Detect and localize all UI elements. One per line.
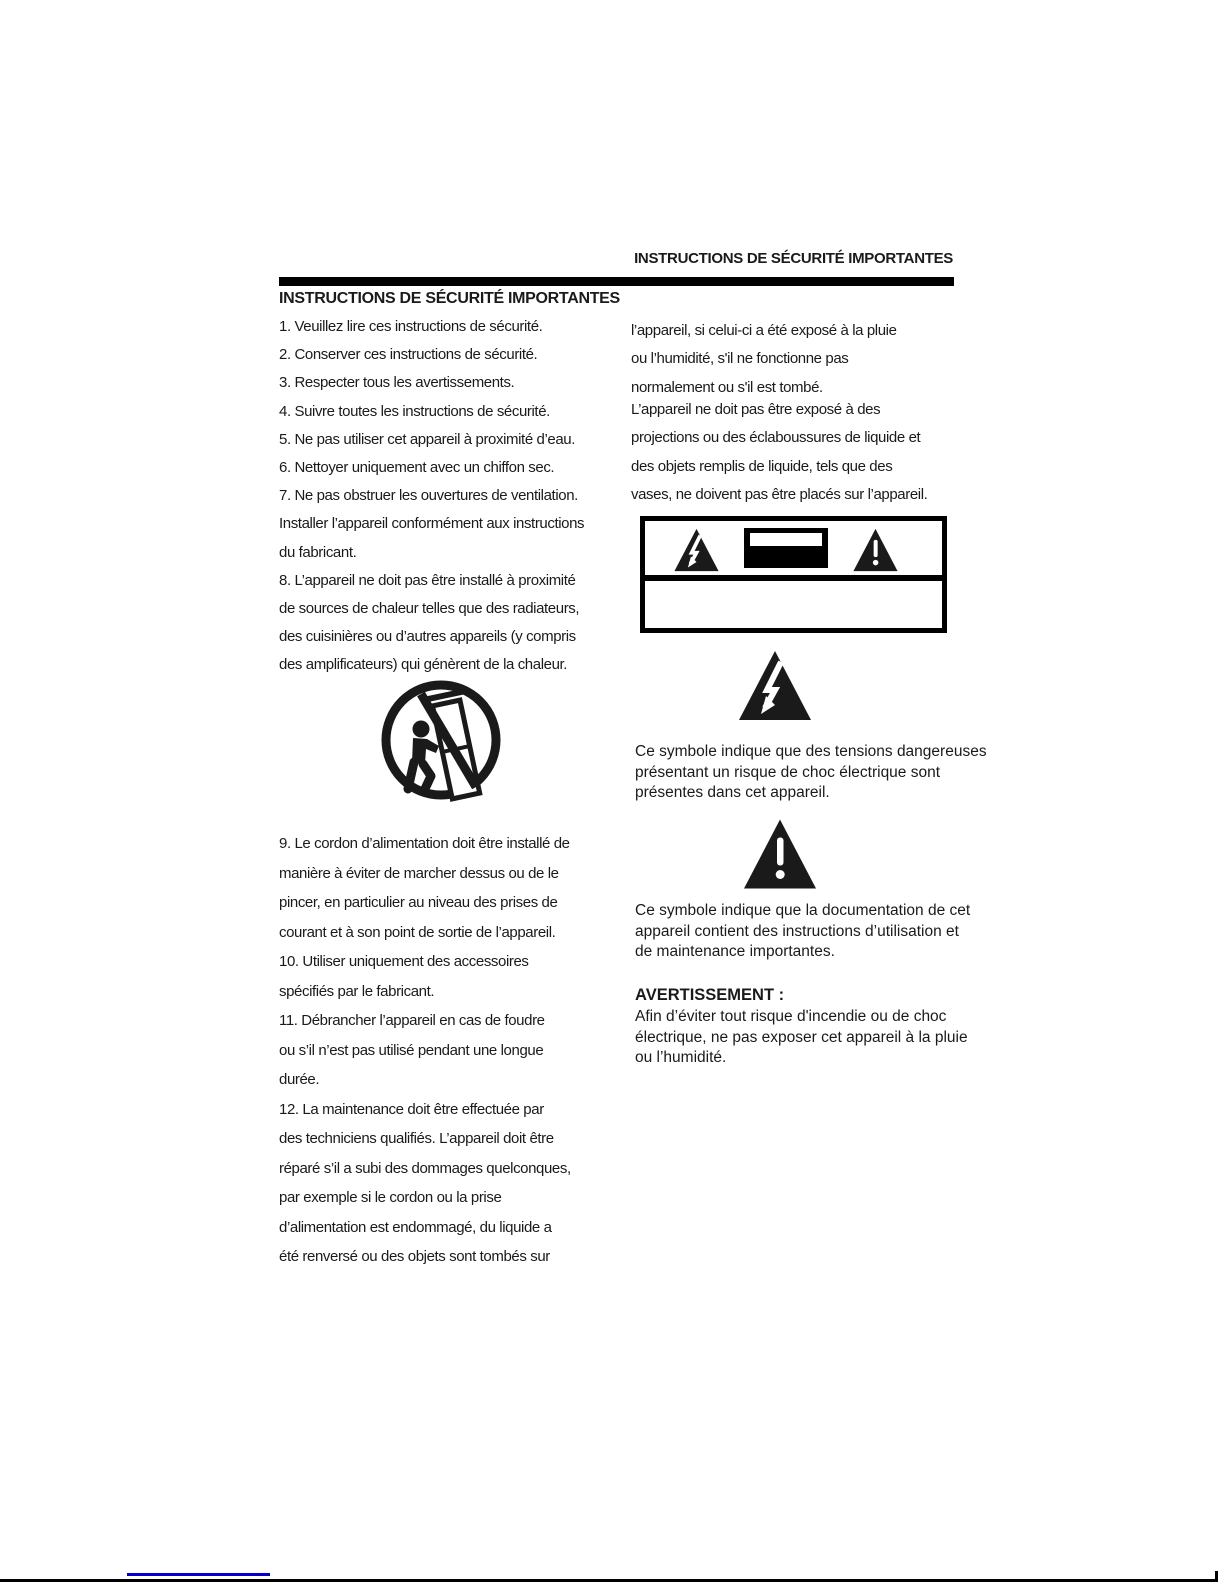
- note-line: appareil contient des instructions d’utilisation et: [635, 922, 959, 940]
- warning-heading: AVERTISSEMENT :: [635, 986, 785, 1004]
- instructions-list-part2: [279, 829, 571, 1272]
- warning-line: électrique, ne pas exposer cet appareil à la pluie: [635, 1028, 968, 1046]
- instruction-line: durée.: [279, 1071, 320, 1088]
- instruction-line: d’alimentation est endommagé, du liquide a: [279, 1218, 552, 1236]
- instruction-line: 2. Conserver ces instructions de sécurité.: [279, 346, 538, 364]
- doc-symbol-note: [635, 901, 970, 963]
- instructions-list-part1: [279, 313, 584, 680]
- instruction-line: 4. Suivre toutes les instructions de sécurité.: [279, 402, 550, 420]
- paragraph-line: ou l’humidité, s'il ne fonctionne pas: [631, 350, 849, 368]
- warning-line: ou l’humidité.: [635, 1049, 727, 1066]
- instruction-line: été renversé ou des objets sont tombés sur: [279, 1248, 550, 1265]
- note-line: de maintenance importantes.: [635, 943, 835, 960]
- instruction-line: par exemple si le cordon ou la prise: [279, 1189, 502, 1206]
- footer-blue-underline: [127, 1573, 270, 1576]
- instruction-line: du fabricant.: [279, 543, 357, 561]
- instruction-line: 8. L’appareil ne doit pas être installé à proximité: [279, 571, 576, 589]
- paragraph-line: vases, ne doivent pas être placés sur l’appareil.: [631, 486, 928, 504]
- shock-symbol-note: [635, 742, 987, 804]
- note-line: présentes dans cet appareil.: [635, 784, 830, 801]
- warning-paragraph: [635, 1007, 968, 1069]
- instruction-line: Installer l’appareil conformément aux instructions: [279, 515, 585, 533]
- footer-rule: [0, 1579, 1218, 1582]
- instruction-line: des techniciens qualifiés. L’appareil doit être: [279, 1130, 554, 1147]
- note-line: Ce symbole indique que la documentation de cet: [635, 902, 971, 919]
- instruction-line: 11. Débrancher l’appareil en cas de foudre: [279, 1012, 545, 1029]
- instruction-line: ou s’il n’est pas utilisé pendant une longue: [279, 1041, 544, 1059]
- instruction-line: courant et à son point de sortie de l’appareil.: [279, 923, 556, 941]
- paragraph-line: projections ou des éclaboussures de liquide et: [631, 429, 921, 447]
- exclamation-triangle-icon: [742, 816, 818, 897]
- note-line: Ce symbole indique que des tensions dangereuses: [635, 743, 987, 760]
- instruction-line: de sources de chaleur telles que des radiateurs,: [279, 600, 580, 618]
- paragraph-line: l’appareil, si celui-ci a été exposé à la pluie: [631, 322, 897, 339]
- caution-box-divider: [645, 575, 942, 581]
- header-divider-bar: [279, 277, 954, 286]
- paragraph-line: normalement ou s'il est tombé.: [631, 378, 823, 396]
- paragraph-line: L’appareil ne doit pas être exposé à des: [631, 401, 881, 418]
- section-heading: INSTRUCTIONS DE SÉCURITÉ IMPORTANTES: [279, 290, 620, 307]
- right-paragraph-1: [631, 317, 897, 402]
- redacted-label-icon: [744, 528, 828, 568]
- caution-label-box: [640, 516, 947, 633]
- bolt-triangle-icon: [673, 527, 720, 578]
- instruction-line: réparé s’il a subi des dommages quelconques,: [279, 1159, 571, 1177]
- instruction-line: des amplificateurs) qui génèrent de la chaleur.: [279, 656, 568, 674]
- instruction-line: 1. Veuillez lire ces instructions de sécurité.: [279, 318, 543, 335]
- instruction-line: 10. Utiliser uniquement des accessoires: [279, 953, 529, 970]
- instruction-line: 7. Ne pas obstruer les ouvertures de ventilation.: [279, 487, 578, 505]
- instruction-line: 3. Respecter tous les avertissements.: [279, 374, 515, 392]
- page-header-title: INSTRUCTIONS DE SÉCURITÉ IMPORTANTES: [634, 250, 953, 267]
- instruction-line: 6. Nettoyer uniquement avec un chiffon sec.: [279, 459, 555, 477]
- instruction-line: des cuisinières ou d’autres appareils (y compris: [279, 628, 576, 646]
- note-line: présentant un risque de choc électrique sont: [635, 763, 941, 781]
- paragraph-line: des objets remplis de liquide, tels que des: [631, 457, 893, 475]
- bolt-triangle-icon: [737, 648, 813, 728]
- instruction-line: 5. Ne pas utiliser cet appareil à proximité d’eau.: [279, 430, 575, 448]
- no-trolley-icon: [378, 677, 504, 803]
- instruction-line: manière à éviter de marcher dessus ou de le: [279, 864, 559, 882]
- warning-line: Afin d’éviter tout risque d'incendie ou de choc: [635, 1008, 947, 1025]
- instruction-line: 9. Le cordon d’alimentation doit être installé de: [279, 835, 570, 852]
- right-paragraph-2: [631, 396, 927, 510]
- instruction-line: pincer, en particulier au niveau des prises de: [279, 894, 558, 911]
- footer-rule-tick: [1215, 1571, 1218, 1582]
- exclamation-triangle-icon: [852, 527, 899, 578]
- instruction-line: 12. La maintenance doit être effectuée par: [279, 1100, 544, 1118]
- instruction-line: spécifiés par le fabricant.: [279, 982, 435, 1000]
